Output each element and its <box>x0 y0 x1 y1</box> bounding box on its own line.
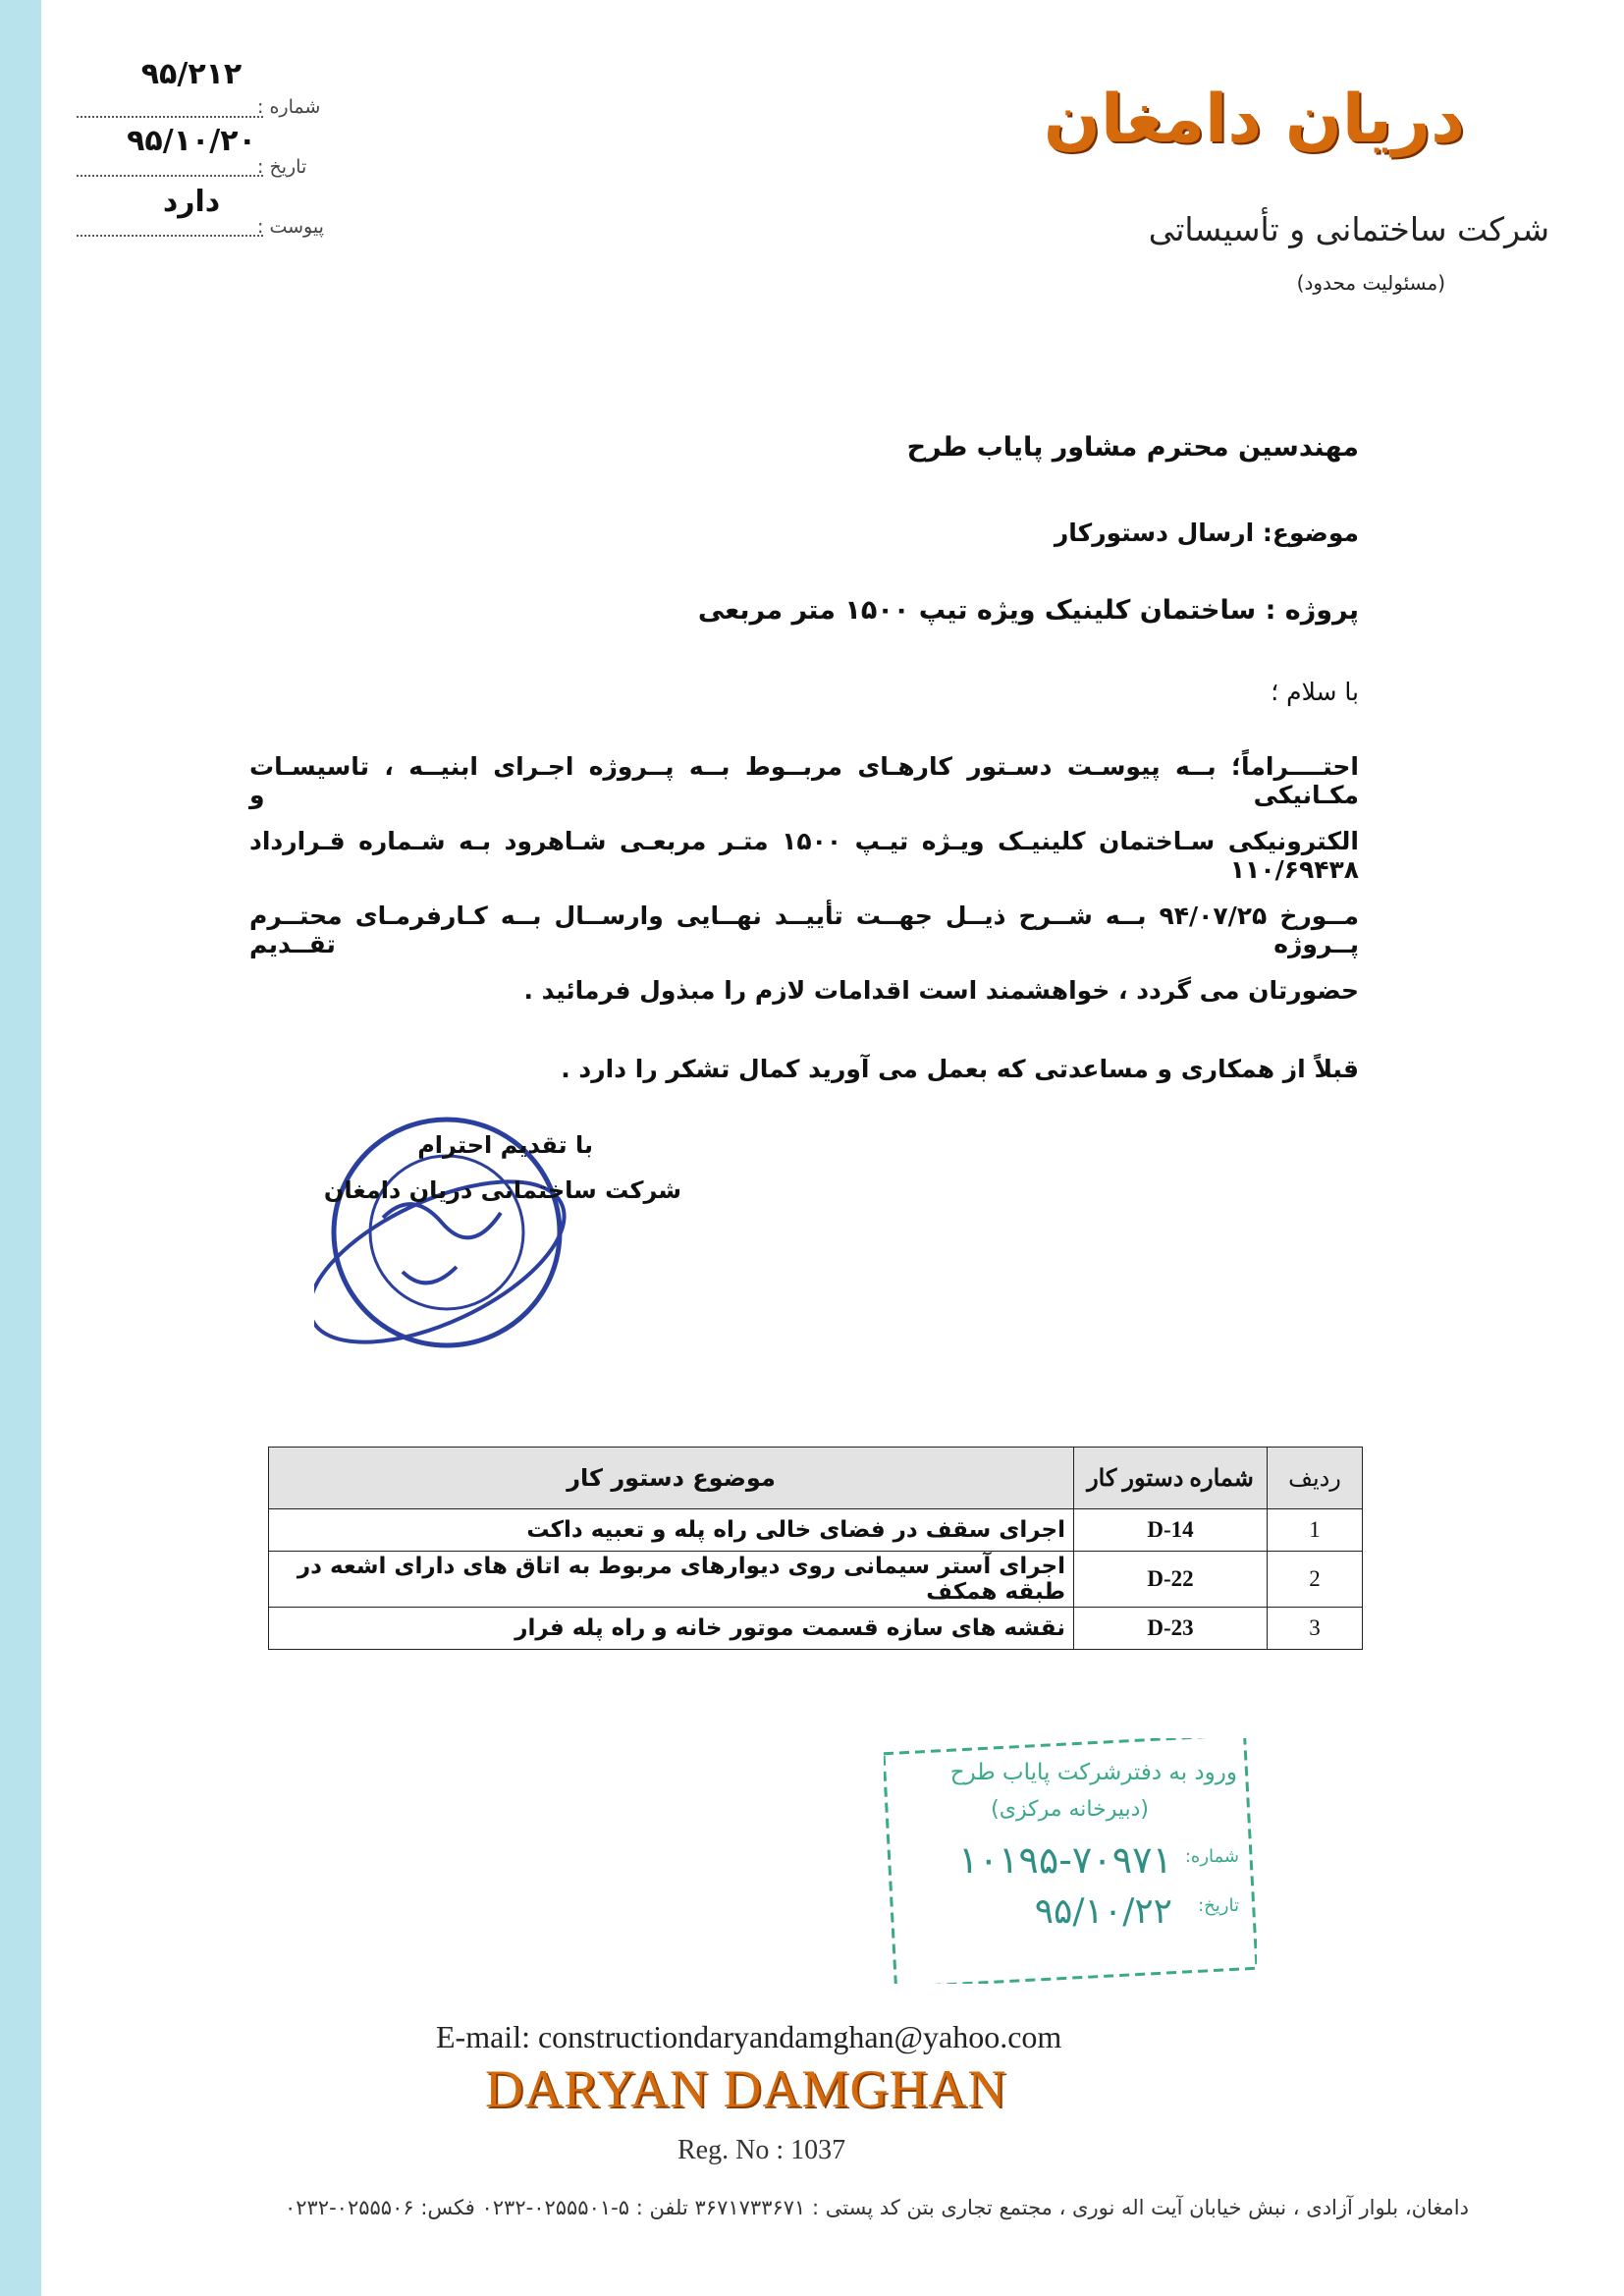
body-line-3: مــورخ ۹۴/۰۷/۲۵ بــه شــرح ذیــل جهــت تأییــد نهــایی وارســال بــه کـارفرمـای محتــرم پــروژه تقــدیم <box>249 902 1359 958</box>
letter-date-label: تاریخ : <box>257 156 307 178</box>
cell-subject: اجرای سقف در فضای خالی راه پله و تعبیه داکت <box>269 1509 1074 1552</box>
work-orders-table <box>268 1447 1363 1650</box>
company-limited: (مسئولیت محدود) <box>1296 271 1445 295</box>
received-stamp-number: ۱۰۱۹۵-۷۰۹۷۱ <box>958 1838 1172 1882</box>
table-row <box>269 1552 1363 1608</box>
footer-brand: DARYAN DAMGHAN <box>485 2059 1007 2118</box>
letter-attachment-label: پیوست : <box>257 216 324 238</box>
closing-line: قبلاً از همکاری و مساعدتی که بعمل می آورید کمال تشکر را دارد . <box>561 1055 1359 1083</box>
received-stamp-date: ۹۵/۱۰/۲۲ <box>1034 1891 1172 1932</box>
letter-number-value: ۹۵/۲۱۲ <box>140 57 243 91</box>
letter-date-value: ۹۵/۱۰/۲۰ <box>127 124 256 158</box>
letter-date-dots <box>77 173 263 177</box>
body-line-4: حضورتان می گردد ، خواهشمند است اقدامات لازم را مبذول فرمائید . <box>523 976 1359 1005</box>
project-line: پروژه : ساختمان کلینیک ویژه تیپ ۱۵۰۰ متر مربعی <box>697 595 1359 626</box>
body-line-1: احتــــراماً؛ بــه پیوسـت دسـتور کارهـای مربــوط بــه پــروژه اجـرای ابنیــه ، تاسیسـات مکـانیکی و <box>249 752 1359 809</box>
footer-reg-number: Reg. No : 1037 <box>677 2135 846 2165</box>
col-header-row: ردیف <box>1268 1448 1363 1509</box>
greeting: با سلام ؛ <box>1271 678 1359 706</box>
addressee: مهندسین محترم مشاور پایاب طرح <box>906 432 1359 463</box>
col-header-subject: موضوع دستور کار <box>269 1448 1074 1509</box>
signature-company: شرکت ساختمانی دریان دامغان <box>323 1176 681 1204</box>
letter-number-dots <box>77 114 263 118</box>
table-row <box>269 1608 1363 1650</box>
received-stamp-line1: ورود به دفترشرکت پایاب طرح <box>949 1760 1237 1785</box>
signature-greeting: با تقدیم احترام <box>417 1131 593 1159</box>
table-header-row <box>269 1448 1363 1509</box>
letter-attachment-dots <box>77 233 263 237</box>
footer-address: دامغان، بلوار آزادی ، نبش خیابان آیت اله نوری ، مجتمع تجاری بتن کد پستی : ۳۶۷۱۷۳۳۶۷۱ تلفن : ۵-۰۲۵۵۵۰۱-۰۲۳۲ فکس: ۰۲۵۵۵۰۶-۰۲۳۲ <box>284 2196 1469 2219</box>
col-header-code: شماره دستور کار <box>1074 1448 1268 1509</box>
cell-row: 2 <box>1268 1552 1363 1608</box>
received-stamp-line2: (دبیرخانه مرکزی) <box>991 1797 1149 1822</box>
company-logo: دریان دامغان <box>1043 81 1465 158</box>
received-stamp-date-label: تاریخ: <box>1198 1895 1239 1916</box>
letter-number-label: شماره : <box>257 96 321 118</box>
body-line-2: الکترونیکی سـاختمان کلینیـک ویـژه تیـپ ۱۵۰۰ متـر مربعـی شـاهرود بـه شـماره قـرارداد ۱۱۰/۶۹۴۳۸ <box>249 827 1359 884</box>
cell-code: D-23 <box>1074 1608 1268 1650</box>
cell-row: 3 <box>1268 1608 1363 1650</box>
subject-line: موضوع: ارسال دستورکار <box>1054 519 1359 547</box>
cell-subject: نقشه های سازه قسمت موتور خانه و راه پله فرار <box>269 1608 1074 1650</box>
page-side-band <box>0 0 41 2296</box>
received-stamp-number-label: شماره: <box>1184 1846 1239 1867</box>
cell-subject: اجرای آستر سیمانی روی دیوارهای مربوط به اتاق های دارای اشعه در طبقه همکف <box>269 1552 1074 1608</box>
footer-email: E-mail: constructiondaryandamghan@yahoo.com <box>436 2019 1062 2054</box>
cell-row: 1 <box>1268 1509 1363 1552</box>
company-subtitle: شرکت ساختمانی و تأسیساتی <box>1148 210 1549 248</box>
received-stamp <box>884 1738 1257 1984</box>
cell-code: D-14 <box>1074 1509 1268 1552</box>
cell-code: D-22 <box>1074 1552 1268 1608</box>
table-row <box>269 1509 1363 1552</box>
letter-attachment-value: دارد <box>162 185 221 219</box>
